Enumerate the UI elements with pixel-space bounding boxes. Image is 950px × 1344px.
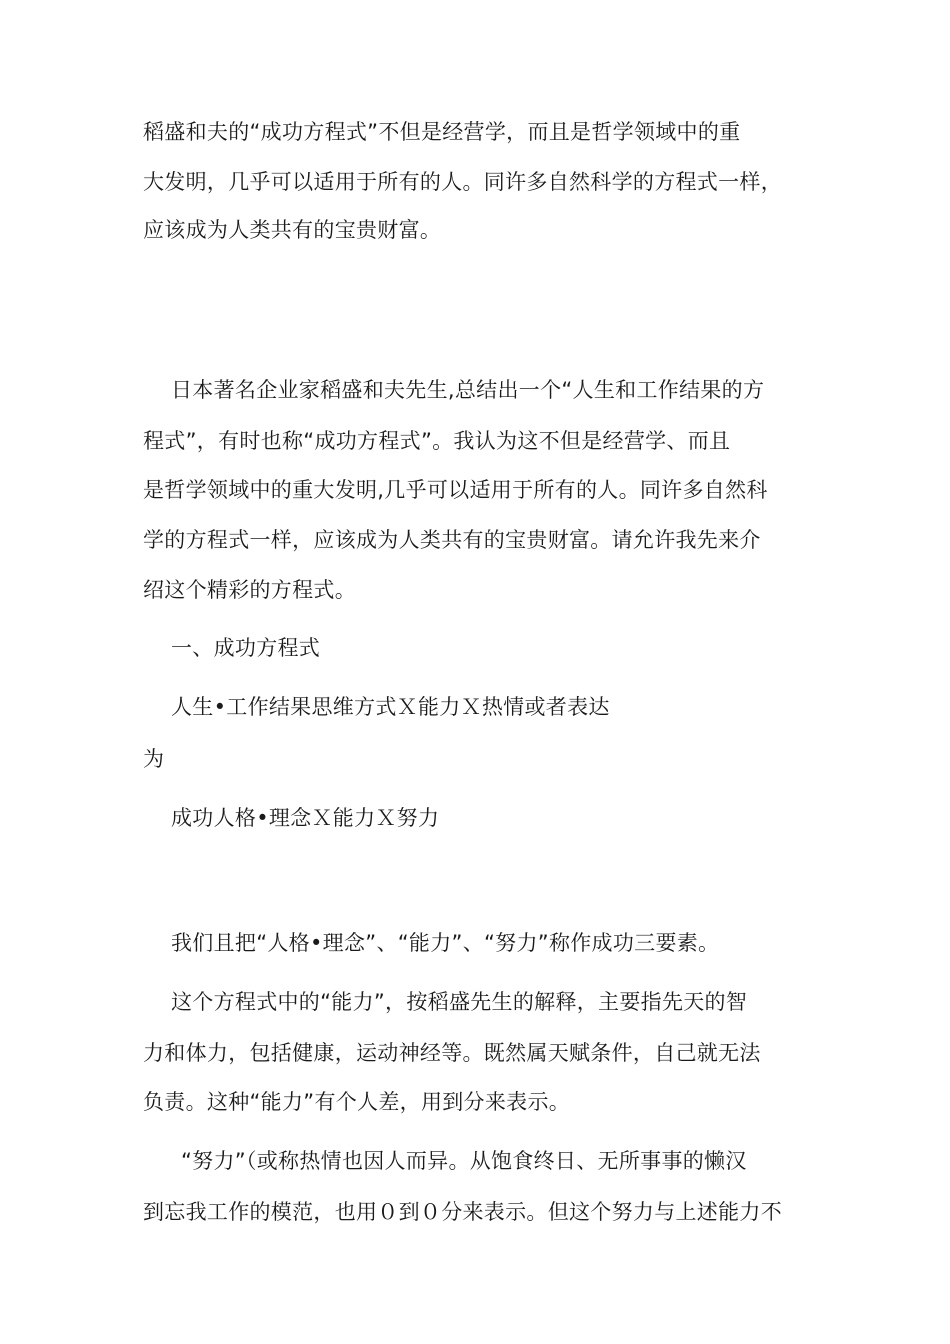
paragraph-2-line-4: 学的方程式一样，应该成为人类共有的宝贵财富。请允许我先来介 bbox=[143, 528, 761, 552]
paragraph-1-line-3: 应该成为人类共有的宝贵财富。 bbox=[143, 218, 442, 242]
paragraph-1-line-2: 大发明，几乎可以适用于所有的人。同许多自然科学的方程式一样， bbox=[143, 170, 782, 194]
paragraph-4-line-1: 这个方程式中的“能力”，按稻盛先生的解释，主要指先天的智 bbox=[171, 990, 748, 1014]
paragraph-4-line-2: 力和体力，包括健康，运动神经等。既然属天赋条件，自己就无法 bbox=[143, 1041, 761, 1065]
formula-2: 成功人格•理念Ｘ能力Ｘ努力 bbox=[171, 806, 440, 830]
paragraph-1-line-1: 稻盛和夫的“成功方程式”不但是经营学，而且是哲学领域中的重 bbox=[143, 120, 741, 144]
paragraph-2-line-5: 绍这个精彩的方程式。 bbox=[143, 578, 356, 602]
formula-1-line-2: 为 bbox=[143, 747, 165, 771]
paragraph-3-line-1: 我们且把“人格•理念”、“能力”、“努力”称作成功三要素。 bbox=[171, 931, 720, 955]
section-heading: 一、成功方程式 bbox=[171, 636, 321, 660]
paragraph-5-line-1: “努力”（或称热情也因人而异。从饱食终日、无所事事的懒汉 bbox=[181, 1149, 747, 1173]
paragraph-2-line-3: 是哲学领域中的重大发明,几乎可以适用于所有的人。同许多自然科 bbox=[143, 478, 768, 502]
paragraph-2-line-1: 日本著名企业家稻盛和夫先生,总结出一个“人生和工作结果的方 bbox=[171, 378, 765, 402]
formula-1-line-1: 人生•工作结果思维方式Ｘ能力Ｘ热情或者表达 bbox=[171, 695, 610, 719]
paragraph-4-line-3: 负责。这种“能力”有个人差，用到分来表示。 bbox=[143, 1090, 571, 1114]
paragraph-5-line-2: 到忘我工作的模范，也用０到０分来表示。但这个努力与上述能力不 bbox=[143, 1200, 782, 1224]
paragraph-2-line-2: 程式”，有时也称“成功方程式”。我认为这不但是经营学、而且 bbox=[143, 429, 731, 453]
